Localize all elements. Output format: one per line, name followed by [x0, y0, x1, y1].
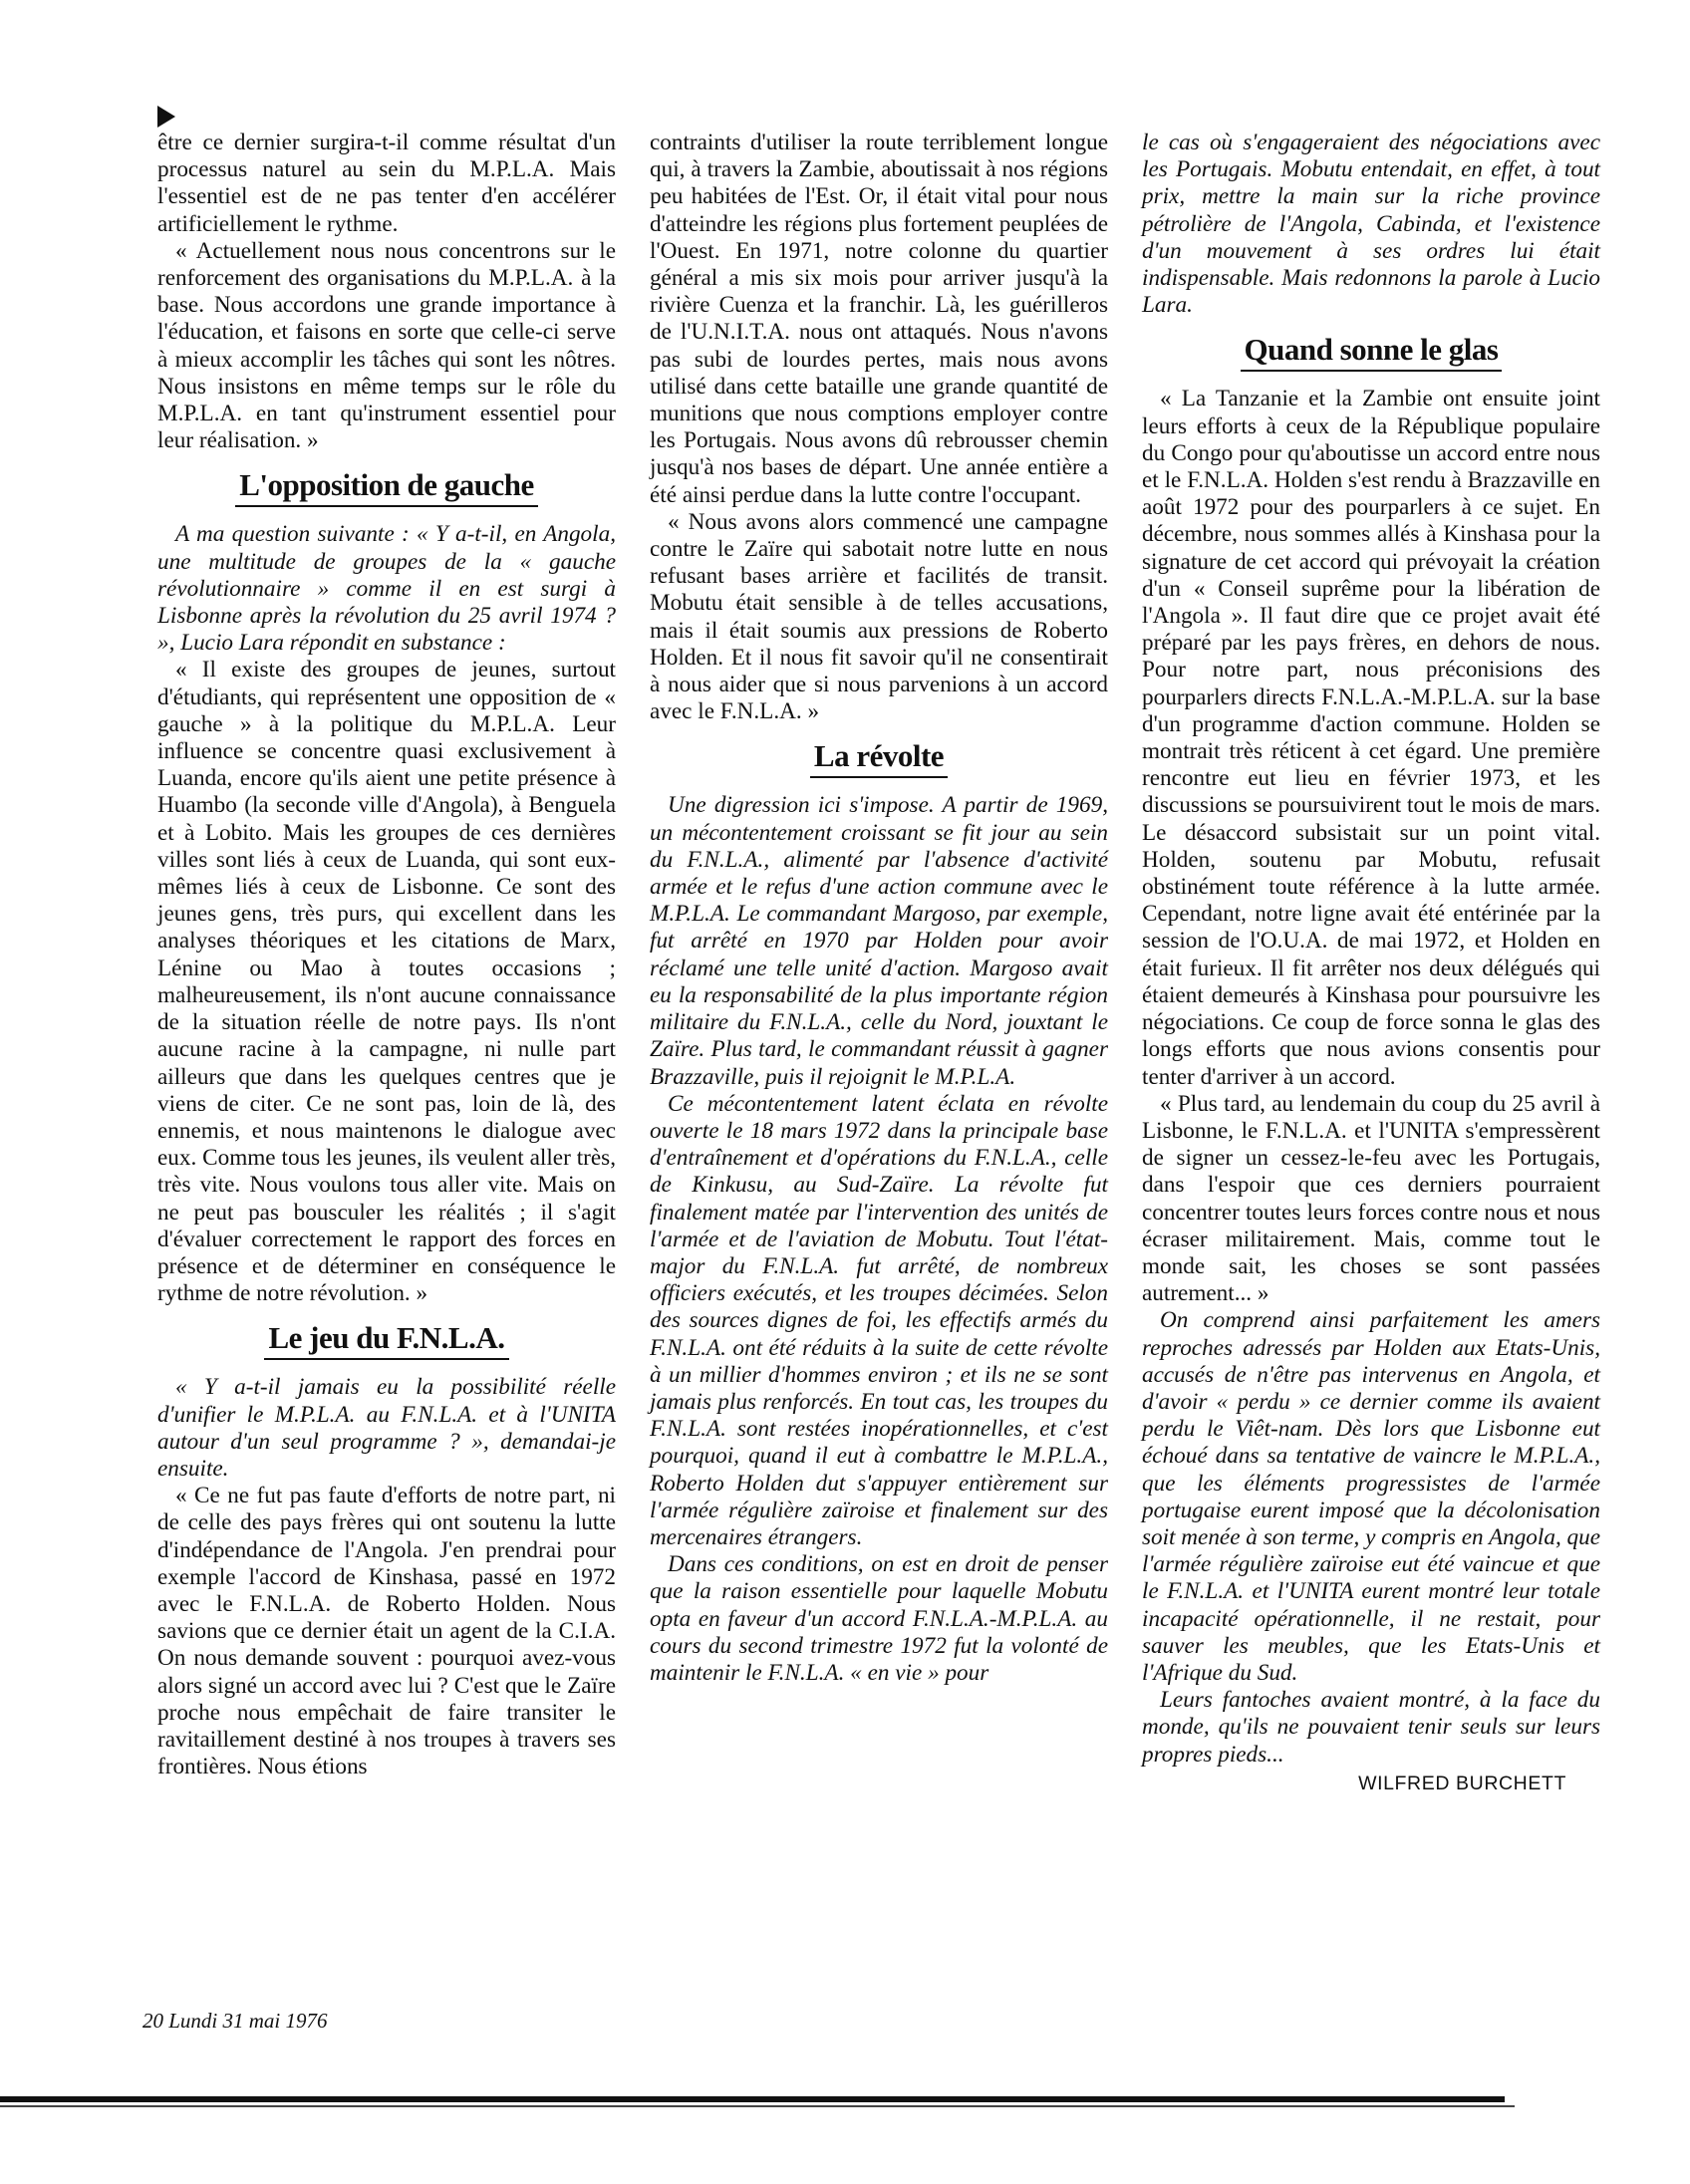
section-heading: Quand sonne le glas [1142, 331, 1600, 372]
paragraph: Une digression ici s'impose. A partir de 1969, un mécontentement croissant se fit jour au sein du F.N.L.A., alimenté par l'absence d'activité armée et le refus d'une action commune avec le M.P.L.A. Le commandant Margoso, par exemple, fut arrêté en 1970 par Holden pour avoir réclamé une telle unité d'action. Margoso avait eu la responsabilité de la plus importante région militaire du F.N.L.A., celle du Nord, jouxtant le Zaïre. Plus tard, le commandant réussit à gagner Brazzaville, puis il rejoignit le M.P.L.A. [650, 792, 1108, 1090]
continuation-arrow-icon [157, 106, 175, 128]
section-heading: L'opposition de gauche [157, 466, 616, 507]
section-heading: Le jeu du F.N.L.A. [157, 1319, 616, 1360]
column-1 [157, 130, 616, 1780]
paragraph: « Nous avons alors commencé une campagne contre le Zaïre qui sabotait notre lutte en nous refusant bases arrière et facilités de transit. Mobutu était sensible à de telles accusations, mais il était soumis aux pressions de Roberto Holden. Et il nous fit savoir qu'il ne consentirait à nous aider que si nous parvenions à un accord avec le F.N.L.A. » [650, 508, 1108, 725]
paragraph: « Actuellement nous nous concentrons sur le renforcement des organisations du M.P.L.A. à la base. Nous accordons une grande importance à l'éducation, et faisons en sorte que celle-ci serve à mieux accomplir les tâches qui sont les nôtres. Nous insistons en même temps sur le rôle du M.P.L.A. en tant qu'instrument essentiel pour leur réalisation. » [157, 237, 616, 454]
paragraph: « Il existe des groupes de jeunes, surtout d'étudiants, qui représentent une opposition de « gauche » à la politique du M.P.L.A. Leur influence se concentre quasi exclusivement à Luanda, encore qu'ils aient une petite présence à Huambo (la seconde ville d'Angola), à Benguela et à Lobito. Mais les groupes de ces dernières villes sont liés à ceux de Luanda, qui sont eux-mêmes liés à ceux de Lisbonne. Ce sont des jeunes gens, très purs, qui excellent dans les analyses théoriques et les citations de Marx, Lénine ou Mao à toutes occasions ; malheureusement, ils n'ont aucune connaissance de la situation réelle de notre pays. Ils n'ont aucune racine à la campagne, ni nulle part ailleurs que dans les quelques centres que je viens de citer. Ce ne sont pas, loin de là, des ennemis, et nous maintenons le dialogue avec eux. Comme tous les jeunes, ils veulent aller très, très vite. Nous voulons tous aller vite. Mais on ne peut pas bousculer les réalités ; il s'agit d'évaluer correctement le rapport des forces en présence et de déterminer en conséquence le rythme de notre révolution. » [157, 657, 616, 1307]
paragraph: On comprend ainsi parfaitement les amers reproches adressés par Holden aux Etats-Unis, accusés de n'être pas intervenus en Angola, et d'avoir « perdu » ce dernier comme ils avaient perdu le Viêt-nam. Dès lors que Lisbonne eut échoué dans sa tentative de vaincre le M.P.L.A., que les éléments progressistes de l'armée portugaise eurent imposé que la décolonisation soit menée à son terme, y compris en Angola, que l'armée régulière zaïroise eut été vaincue et que le F.N.L.A. et l'UNITA eurent montré leur totale incapacité opérationnelle, il ne restait, pour sauver les meubles, que les Etats-Unis et l'Afrique du Sud. [1142, 1307, 1601, 1686]
column-3 [1142, 130, 1600, 1797]
paragraph: contraints d'utiliser la route terriblement longue qui, à travers la Zambie, aboutissait à nos régions peu habitées de l'Est. Or, il était vital pour nous d'atteindre les régions plus fortement peuplées de l'Ouest. En 1971, notre colonne du quartier général a mis six mois pour arriver jusqu'à la rivière Cuenza et la franchir. Là, les guérilleros de l'U.N.I.T.A. nous ont attaqués. Nous n'avons pas subi de lourdes pertes, mais nous avons utilisé dans cette bataille une grande quantité de munitions que nous comptions employer contre les Portugais. Nous avons dû rebrousser chemin jusqu'à nos bases de départ. Une année entière a été ainsi perdue dans la lutte contre l'occupant. [650, 130, 1108, 508]
paragraph: le cas où s'engageraient des négociations avec les Portugais. Mobutu entendait, en effet, à tout prix, mettre la main sur la riche province pétrolière de l'Angola, Cabinda, et l'existence d'un mouvement à ses ordres lui était indispensable. Mais redonnons la parole à Lucio Lara. [1142, 130, 1600, 319]
paragraph: « Y a-t-il jamais eu la possibilité réelle d'unifier le M.P.L.A. au F.N.L.A. et à l'UNITA autour d'un seul programme ? », demandai-je ensuite. [157, 1374, 616, 1482]
bottom-rule [0, 2096, 1505, 2102]
paragraph: A ma question suivante : « Y a-t-il, en Angola, une multitude de groupes de la « gauche révolutionnaire » comme il en est surgi à Lisbonne après la révolution du 25 avril 1974 ? », Lucio Lara répondit en substance : [157, 521, 616, 657]
paragraph: Leurs fantoches avaient montré, à la face du monde, qu'ils ne pouvaient tenir seuls sur leurs propres pieds... [1142, 1687, 1600, 1768]
page-folio: 20 Lundi 31 mai 1976 [142, 2009, 328, 2033]
paragraph: « Ce ne fut pas faute d'efforts de notre part, ni de celle des pays frères qui ont soutenu la lutte d'indépendance de l'Angola. J'en prendrai pour exemple l'accord de Kinshasa, passé en 1972 avec le F.N.L.A. de Roberto Holden. Nous savions que ce dernier était un agent de la C.I.A. On nous demande souvent : pourquoi avez-vous alors signé un accord avec lui ? C'est que le Zaïre proche nous empêchait de faire transiter le ravitaillement destiné à nos troupes à travers ses frontières. Nous étions [157, 1483, 616, 1780]
bottom-rule-thin [0, 2105, 1515, 2107]
paragraph: « Plus tard, au lendemain du coup du 25 avril à Lisbonne, le F.N.L.A. et l'UNITA s'empressèrent de signer un cessez-le-feu avec les Portugais, dans l'espoir que ces derniers pourraient concentrer toutes leurs forces contre nous et nous écraser militairement. Mais, comme tout le monde sait, les choses se sont passées autrement... » [1142, 1090, 1600, 1307]
column-2 [650, 130, 1108, 1687]
paragraph: être ce dernier surgira-t-il comme résultat d'un processus naturel au sein du M.P.L.A. Mais l'essentiel est de ne pas tenter d'en accélérer artificiellement le rythme. [157, 130, 616, 237]
author-signature: WILFRED BURCHETT [1358, 1772, 1566, 1794]
section-heading: La révolte [650, 737, 1108, 778]
paragraph: « La Tanzanie et la Zambie ont ensuite joint leurs efforts à ceux de la République populaire du Congo pour qu'aboutisse un accord entre nous et le F.N.L.A. Holden s'est rendu à Brazzaville en août 1972 pour des pourparlers à ce sujet. En décembre, nous sommes allés à Kinshasa pour la signature de cet accord qui prévoyait la création d'un « Conseil suprême pour la libération de l'Angola ». Il faut dire que ce projet avait été préparé par les pays frères, en dehors de nous. Pour notre part, nous préconisions des pourparlers directs F.N.L.A.-M.P.L.A. sur la base d'un programme d'action commune. Holden se montrait très réticent à cet égard. Une première rencontre eut lieu en février 1973, et les discussions se poursuivirent tout le mois de mars. Le désaccord subsistait sur un point vital. Holden, soutenu par Mobutu, refusait obstinément toute référence à la lutte armée. Cependant, notre ligne avait été entérinée par la session de l'O.U.A. de mai 1972, et Holden en était furieux. Il fit arrêter nos deux délégués qui étaient demeurés à Kinshasa pour poursuivre les négociations. Ce coup de force sonna le glas des longs efforts que nous avions consentis pour tenter d'arriver à un accord. [1142, 386, 1600, 1090]
paragraph: Dans ces conditions, on est en droit de penser que la raison essentielle pour laquelle Mobutu opta en faveur d'un accord F.N.L.A.-M.P.L.A. au cours du second trimestre 1972 fut la volonté de maintenir le F.N.L.A. « en vie » pour [650, 1551, 1108, 1686]
paragraph: Ce mécontentement latent éclata en révolte ouverte le 18 mars 1972 dans la principale base d'entraînement et d'opérations du F.N.L.A., celle de Kinkusu, au Sud-Zaïre. La révolte fut finalement matée par l'intervention des unités de l'armée et de l'aviation de Mobutu. Tout l'état-major du F.N.L.A. fut arrêté, de nombreux officiers exécutés, et les troupes décimées. Selon des sources dignes de foi, les effectifs armés du F.N.L.A. ont été réduits à la suite de cette révolte à un millier d'hommes environ ; et ils ne se sont jamais plus renforcés. En tout cas, les troupes du F.N.L.A. sont restées inopérationnelles, et c'est pourquoi, quand il eut à combattre le M.P.L.A., Roberto Holden dut s'appuyer entièrement sur l'armée régulière zaïroise et finalement sur des mercenaires étrangers. [650, 1090, 1108, 1550]
